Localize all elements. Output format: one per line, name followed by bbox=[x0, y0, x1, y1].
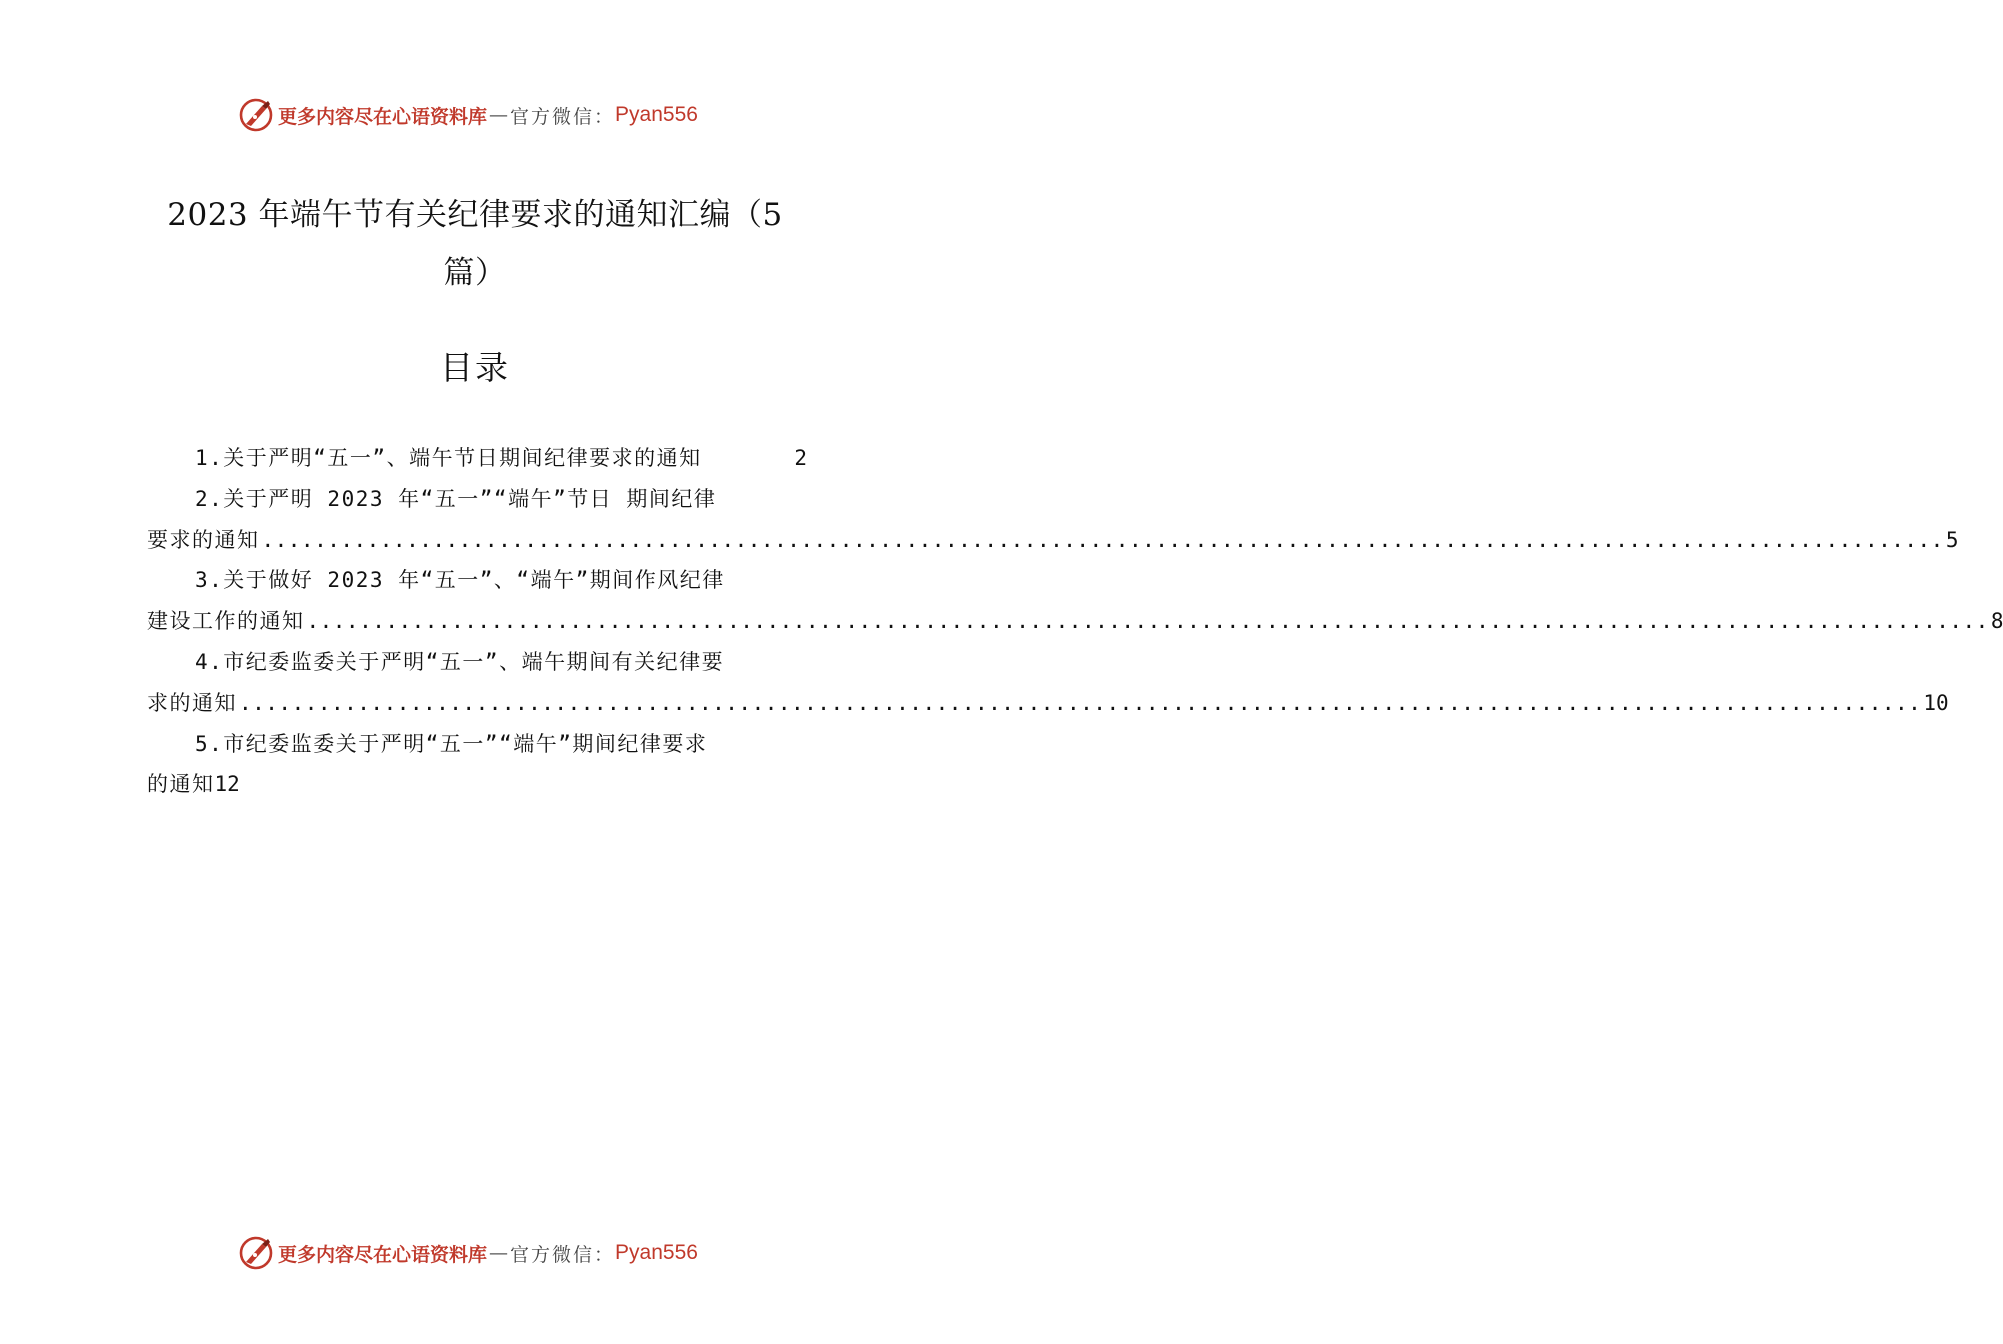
toc-entry-2-title-line-2: 要求的通知 bbox=[147, 527, 260, 552]
document-title-line-1: 2023 年端午节有关纪律要求的通知汇编（5 bbox=[167, 197, 783, 233]
toc-entry-3-leader: ................................................................................................................................ bbox=[306, 609, 1989, 634]
pen-nib-logo-icon bbox=[238, 97, 274, 133]
toc-entry-4-title-line-2: 求的通知 bbox=[147, 690, 237, 715]
toc-entry-4-leader: ................................................................................................................................ bbox=[239, 690, 1922, 715]
header-dash: — bbox=[489, 104, 509, 126]
toc-entry-5-title-line-2: 的通知 bbox=[147, 772, 215, 797]
toc-entry-2-page: 5 bbox=[1945, 527, 1959, 552]
toc-entry-4-title-line-1: 4.市纪委监委关于严明“五一”、端午期间有关纪律要 bbox=[195, 649, 725, 674]
toc-entry-5-title-line-1: 5.市纪委监委关于严明“五一”“端午”期间纪律要求 bbox=[195, 731, 708, 756]
footer-banner bbox=[238, 1233, 738, 1273]
toc-entry-1-title: 1.关于严明“五一”、端午节日期间纪律要求的通知 bbox=[195, 446, 702, 470]
header-brand-text: 更多内容尽在心语资料库 bbox=[278, 105, 488, 128]
toc-entry-3-page: 8 bbox=[1990, 609, 2003, 634]
toc-entry-2[interactable] bbox=[147, 479, 1959, 561]
toc-heading: 目录 bbox=[440, 348, 510, 387]
header-wechat-label: 官方微信： bbox=[510, 105, 616, 128]
document-title-line-2: 篇） bbox=[443, 255, 507, 291]
toc-entry-5-page: 12 bbox=[214, 772, 240, 797]
toc-entry-4[interactable] bbox=[147, 642, 1949, 724]
toc-entry-1[interactable] bbox=[147, 438, 807, 479]
toc-entry-3-title-line-1: 3.关于做好 2023 年“五一”、“端午”期间作风纪律 bbox=[195, 568, 725, 593]
footer-brand-text: 更多内容尽在心语资料库 bbox=[278, 1243, 488, 1266]
toc-entry-2-title-line-1: 2.关于严明 2023 年“五一”“端午”节日 期间纪律 bbox=[195, 486, 717, 511]
toc-entry-1-page: 2 bbox=[794, 446, 807, 470]
toc-entry-3-title-line-2: 建设工作的通知 bbox=[147, 609, 305, 634]
footer-wechat-label: 官方微信： bbox=[510, 1243, 616, 1266]
toc-entry-5[interactable] bbox=[147, 724, 807, 806]
header-banner bbox=[238, 95, 738, 135]
toc-entry-4-page: 10 bbox=[1923, 690, 1949, 715]
header-wechat-id: Pyan556 bbox=[615, 103, 698, 126]
footer-dash: — bbox=[489, 1242, 509, 1264]
pen-nib-logo-icon bbox=[238, 1235, 274, 1271]
footer-wechat-id: Pyan556 bbox=[615, 1241, 698, 1264]
table-of-contents bbox=[147, 438, 2003, 805]
toc-entry-2-leader: ................................................................................................................................ bbox=[261, 527, 1944, 552]
document-title bbox=[140, 186, 810, 302]
toc-entry-3[interactable] bbox=[147, 560, 2003, 642]
